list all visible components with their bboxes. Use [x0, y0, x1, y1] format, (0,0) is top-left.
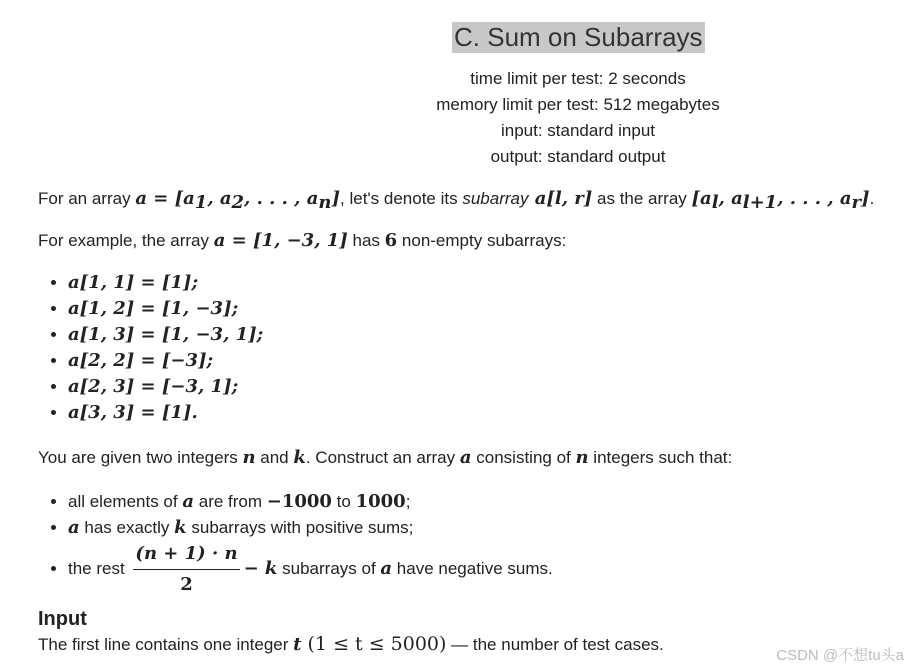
- condition-positive: • a has exactly k subarrays with positive sums;: [68, 515, 553, 541]
- input-section-title: Input: [38, 608, 87, 630]
- time-limit-line: time limit per test: 2 seconds: [470, 69, 686, 88]
- condition-negative: • the rest $\frac{(n + 1) \cdot n}{2}$ − k subarrays of a have negative sums.: [68, 541, 553, 598]
- example-subarrays-list: [50, 270, 263, 426]
- csdn-watermark: CSDN @不想tu头a: [776, 647, 904, 664]
- subarray-term: subarray: [462, 189, 529, 208]
- input-description: The first line contains one integer t (1 ≤ t ≤ 5000) — the number of test cases.: [38, 633, 664, 655]
- statement-paragraph-3: You are given two integers n and k. Construct an array a consisting of n integers such that:: [38, 447, 733, 468]
- list-item: • a[1, 2] = [1, −3];: [68, 296, 263, 322]
- conditions-list: [50, 489, 553, 598]
- statement-paragraph-1: For an array $a = [a_1$, $a_2$, . . . , $a_n$], let's denote its subarray a[l, r] as the array [$a_l$, $a_{l+1}$, . . . , $a_r$].: [38, 188, 875, 213]
- list-item: • a[3, 3] = [1].: [68, 400, 263, 426]
- list-item: • a[2, 3] = [−3, 1];: [68, 374, 263, 400]
- memory-limit-line: memory limit per test: 512 megabytes: [436, 95, 720, 114]
- problem-header: [452, 22, 705, 53]
- limits-block: [0, 66, 918, 170]
- statement-paragraph-2: For example, the array a = [1, −3, 1] has 6 non-empty subarrays:: [38, 230, 567, 251]
- condition-range: • all elements of a are from −1000 to 1000;: [68, 489, 553, 515]
- output-line: output: standard output: [490, 147, 666, 166]
- list-item: • a[1, 1] = [1];: [68, 270, 263, 296]
- list-item: • a[1, 3] = [1, −3, 1];: [68, 322, 263, 348]
- list-item: • a[2, 2] = [−3];: [68, 348, 263, 374]
- input-line: input: standard input: [500, 121, 656, 140]
- problem-title: C. Sum on Subarrays: [454, 22, 703, 52]
- fraction: $\frac{(n + 1) \cdot n}{2}$: [135, 543, 238, 595]
